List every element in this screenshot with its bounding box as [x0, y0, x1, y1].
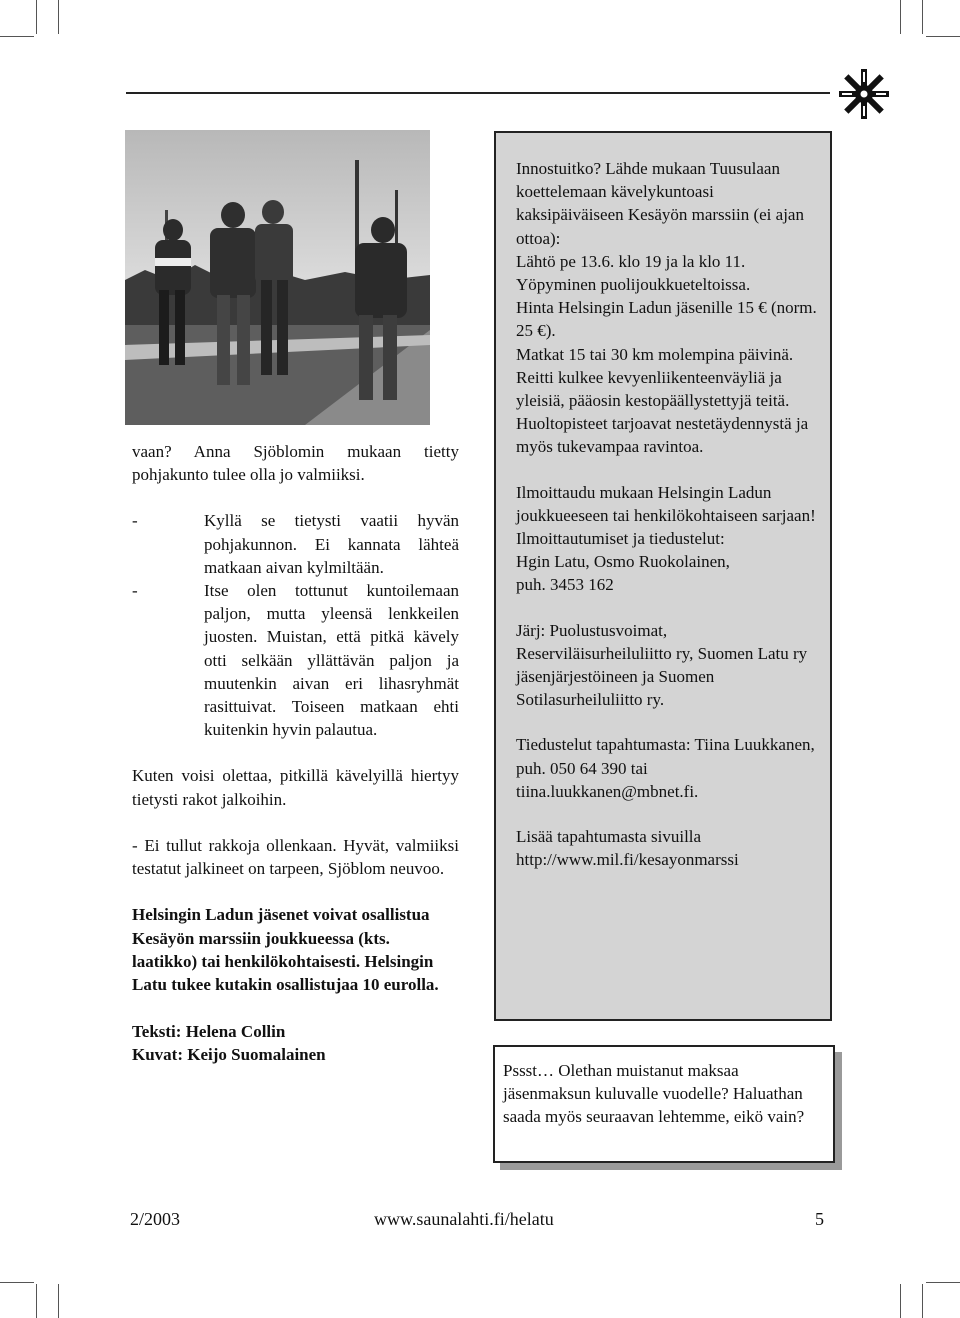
- crop-mark: [900, 0, 901, 34]
- quote-item: [132, 579, 459, 741]
- quote-text: Kyllä se tietysti vaatii hyvän pohjakunnon. Ei kannata lähteä matkaan aivan kylmiltään.: [204, 511, 459, 577]
- crop-mark: [900, 1284, 901, 1318]
- crop-mark: [0, 36, 34, 37]
- info-line: Hinta Helsingin Ladun jäsenille 15 € (norm. 25 €).: [516, 298, 817, 341]
- crop-mark: [36, 1284, 37, 1318]
- header-rule: [126, 92, 830, 94]
- info-line: puh. 3453 162: [516, 575, 614, 595]
- snowflake-icon: [836, 66, 892, 122]
- quote-text: Itse olen tottunut kuntoilemaan paljon, mutta yleensä lenkkeilen juosten. Muistan, että pitkä kävely otti selkään yllättävän paljon ja muutenkin aivan eri lihasryhmät rasittuivat. Toiseen matkaan ehti kuitenkin hyvin palautua.: [204, 581, 459, 740]
- info-line: Lisää tapahtumasta sivuilla: [516, 827, 702, 847]
- article-bold-paragraph: Helsingin Ladun jäsenet voivat osallistua Kesäyön marssiin joukkueessa (kts. laatikko) tai henkilökohtaisesti. Helsingin Latu tukee kutakin osallistujaa 10 eurolla.: [132, 905, 439, 995]
- article-paragraph: Kuten voisi olettaa, pitkillä kävelyillä hiertyy tietysti rakot jalkoihin.: [132, 766, 459, 809]
- info-line: Järj: Puolustusvoimat, Reserviläisurheiluliitto ry, Suomen Latu ry jäsenjärjestöineen ja Suomen Sotilasurheiluliitto ry.: [516, 620, 808, 710]
- dash-marker: -: [132, 511, 138, 531]
- dash-marker: -: [132, 581, 138, 601]
- info-line: Ilmoittautumiset ja tiedustelut:: [516, 529, 725, 549]
- event-link[interactable]: http://www.mil.fi/kesayonmarssi: [516, 850, 739, 870]
- quote-item: [132, 509, 459, 579]
- info-line: Matkat 15 tai 30 km molempina päivinä.: [516, 344, 794, 364]
- article-left-column: [132, 440, 459, 1067]
- crop-mark: [58, 0, 59, 34]
- info-line: Yöpyminen puolijoukkueteltoissa.: [516, 275, 751, 295]
- credit-photo: Kuvat: Keijo Suomalainen: [132, 1045, 326, 1065]
- crop-mark: [926, 36, 960, 37]
- info-line: Huoltopisteet tarjoavat nestetäydennystä ja myös tukevampaa ravintoa.: [516, 414, 809, 457]
- crop-mark: [922, 1284, 923, 1318]
- info-line: Reitti kulkee kevyenliikenteenväyliä ja yleisiä, pääosin kestopäällystettyjä teitä.: [516, 367, 790, 411]
- crop-mark: [58, 1284, 59, 1318]
- article-paragraph: vaan? Anna Sjöblomin mukaan tietty pohjakunto tulee olla jo valmiiksi.: [132, 442, 459, 485]
- event-info-box: [494, 131, 832, 1021]
- footer-url[interactable]: www.saunalahti.fi/helatu: [374, 1209, 554, 1229]
- footer-page-number: 5: [815, 1209, 824, 1229]
- note-text: Pssst… Olethan muistanut maksaa jäsenmaksun kuluvalle vuodelle? Haluathan saada myös seuraavan lehtemme, eikö vain?: [503, 1061, 805, 1127]
- crop-mark: [0, 1282, 34, 1283]
- info-line: Lähtö pe 13.6. klo 19 ja la klo 11.: [516, 251, 746, 271]
- info-line: Innostuitko? Lähde mukaan Tuusulaan koettelemaan kävelykuntoasi kaksipäiväiseen Kesäyön marssiin (ei ajan ottoa):: [516, 159, 804, 248]
- membership-note-box: [493, 1045, 835, 1163]
- article-paragraph: - Ei tullut rakkoja ollenkaan. Hyvät, valmiiksi testatut jalkineet on tarpeen, Sjöblom neuvoo.: [132, 835, 459, 879]
- credit-text: Teksti: Helena Collin: [132, 1021, 286, 1041]
- hikers-photo: [125, 130, 430, 425]
- info-line: Ilmoittaudu mukaan Helsingin Ladun joukkueeseen tai henkilökohtaiseen sarjaan!: [516, 482, 816, 525]
- crop-mark: [922, 0, 923, 34]
- crop-mark: [36, 0, 37, 34]
- info-line: Hgin Latu, Osmo Ruokolainen,: [516, 552, 730, 572]
- footer-issue: 2/2003: [130, 1209, 181, 1229]
- info-line: Tiedustelut tapahtumasta: Tiina Luukkanen, puh. 050 64 390 tai tiina.luukkanen@mbnet.fi.: [516, 735, 815, 801]
- crop-mark: [926, 1282, 960, 1283]
